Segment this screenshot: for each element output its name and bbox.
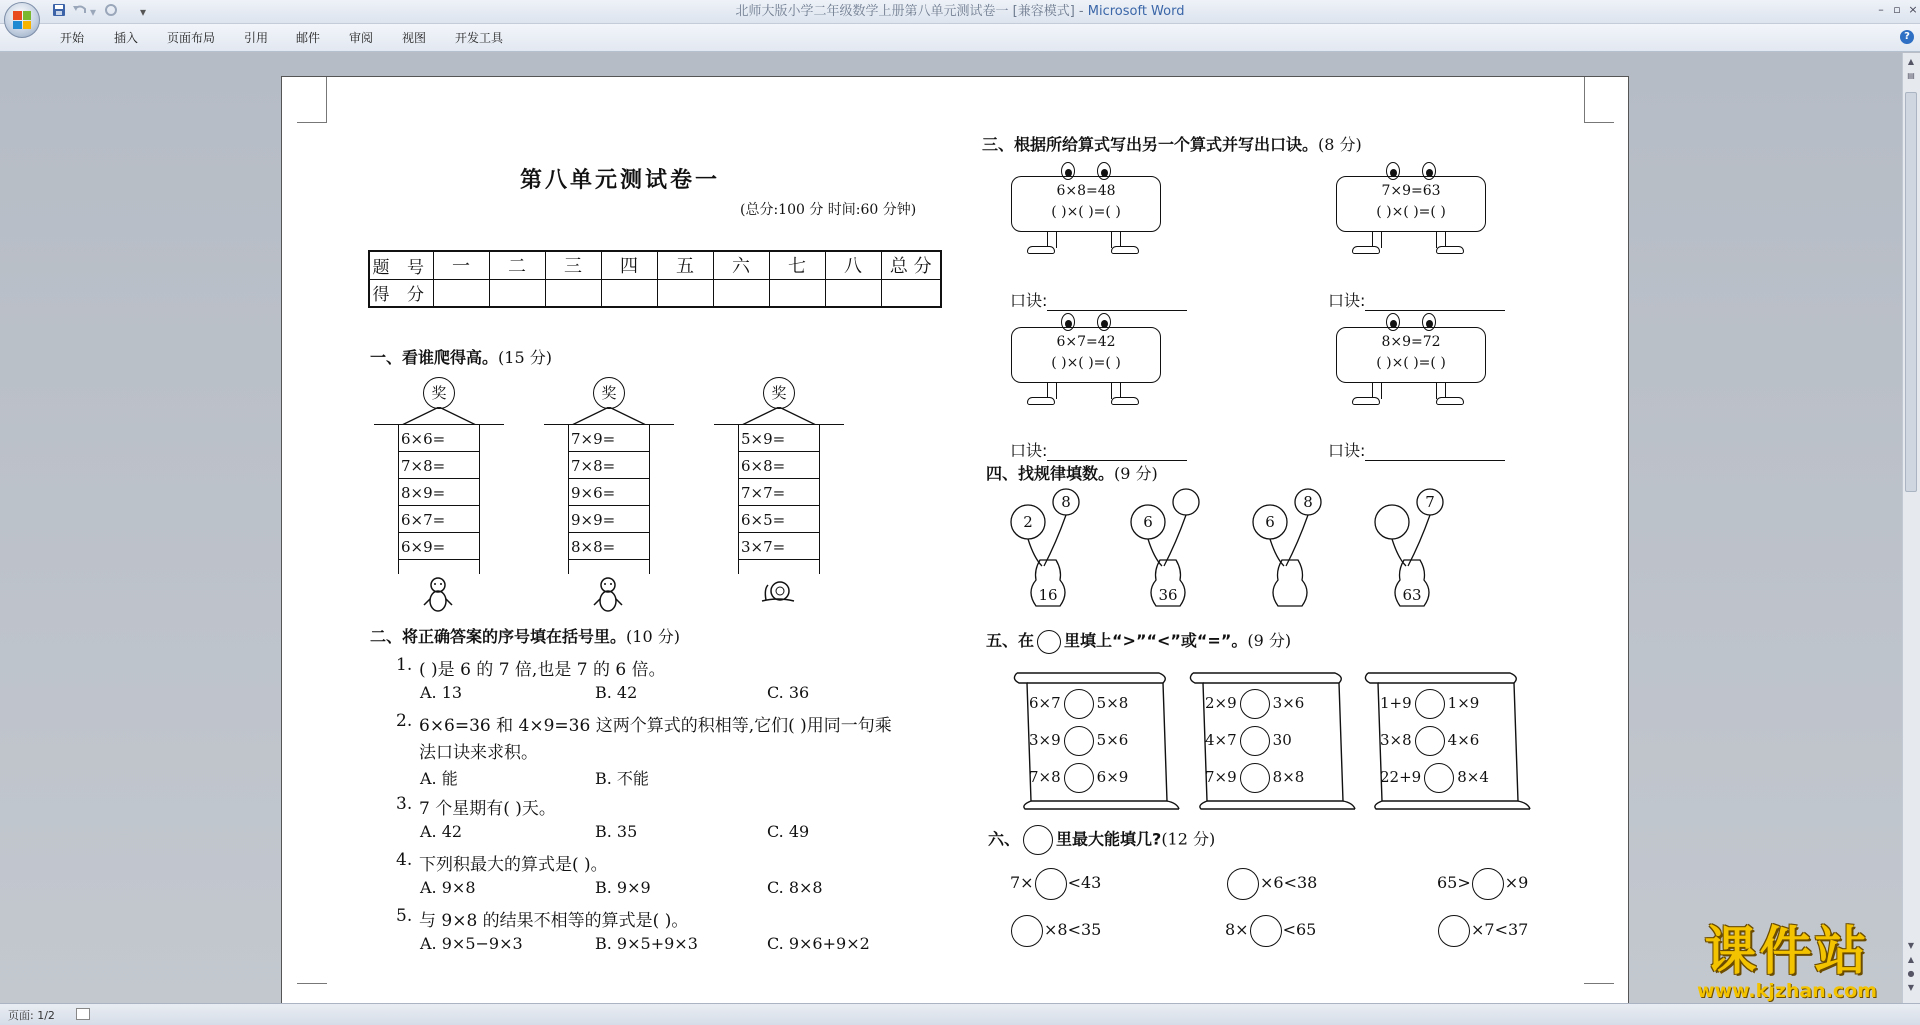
- document-name: 北师大版小学二年级数学上册第八单元测试卷一 [兼容模式]: [735, 4, 1075, 19]
- ladder-rung: 9×9=: [568, 506, 650, 533]
- title-bar: [0, 0, 1920, 24]
- string-line: [742, 407, 779, 425]
- section-2-points: (10 分): [626, 627, 680, 646]
- inequality-item: [1225, 912, 1316, 948]
- robot-body: [1336, 176, 1486, 232]
- watermark-text: 课件站: [1704, 921, 1870, 982]
- robot-figure: [1334, 313, 1494, 403]
- question-text: 与 9×8 的结果不相等的算式是( )。: [419, 911, 689, 931]
- string-line: [402, 407, 439, 425]
- tab-references[interactable]: 引用: [244, 31, 269, 45]
- koujue-row: [1328, 438, 1505, 461]
- score-cell: [433, 279, 489, 307]
- robot-body: [1336, 327, 1486, 383]
- tab-insert[interactable]: 插入: [114, 31, 139, 45]
- question-text-continued: 法口诀来求积。: [419, 743, 538, 763]
- comparison-right: 5×8: [1096, 694, 1129, 712]
- status-bar: [0, 1003, 1920, 1025]
- restore-button[interactable]: ▫: [1893, 3, 1901, 16]
- comparison-left: 3×8: [1380, 731, 1412, 749]
- save-icon[interactable]: [52, 3, 66, 21]
- scroll-row: [1205, 687, 1345, 719]
- app-name: Microsoft Word: [1087, 4, 1185, 19]
- medal-string: [374, 407, 504, 425]
- section-5-title: [986, 628, 1291, 654]
- ladder-rung: 6×7=: [398, 506, 480, 533]
- score-cell: [601, 279, 657, 307]
- comparison-right: 6×9: [1096, 768, 1129, 786]
- circle-blank-icon[interactable]: [1250, 915, 1282, 947]
- answer-option: A. 9×8: [420, 878, 476, 897]
- crop-mark: [1584, 122, 1614, 123]
- section-1-points: (15 分): [498, 348, 552, 367]
- robot-blanks: ( )×( )=( ): [1376, 355, 1446, 371]
- ladder-rung: 6×8=: [738, 452, 820, 479]
- comparison-right: 1×9: [1447, 694, 1480, 712]
- circle-blank-icon[interactable]: [1064, 763, 1094, 793]
- section-5-title-b: 里填上“>”“<”或“=”。: [1064, 631, 1248, 650]
- section-5-points: (9 分): [1247, 631, 1292, 650]
- answer-option: C. 49: [767, 822, 810, 841]
- scroll-row: [1380, 724, 1520, 756]
- flower-number-left: 6: [1143, 513, 1153, 531]
- scroll-row: [1380, 761, 1520, 793]
- question-number: 2.: [396, 711, 413, 731]
- ladder-rung: 5×9=: [738, 425, 820, 452]
- score-cell: [489, 279, 545, 307]
- customize-qat-dropdown[interactable]: ▾: [140, 5, 147, 19]
- circle-blank-icon[interactable]: [1240, 689, 1270, 719]
- robot-blanks: ( )×( )=( ): [1051, 355, 1121, 371]
- section-2-title-text: 二、将正确答案的序号填在括号里。: [370, 627, 627, 646]
- proofing-icon[interactable]: [76, 1008, 90, 1020]
- circle-blank-icon[interactable]: [1472, 868, 1504, 900]
- robot-blanks: ( )×( )=( ): [1051, 204, 1121, 220]
- answer-option: A. 9×5−9×3: [420, 934, 523, 953]
- answer-option: B. 35: [595, 822, 638, 841]
- next-page-icon[interactable]: ▼: [1907, 983, 1915, 992]
- robot-figure: [1009, 313, 1169, 403]
- comparison-left: 6×7: [1029, 694, 1061, 712]
- circle-blank-icon[interactable]: [1240, 726, 1270, 756]
- robot-equation: 7×9=63: [1381, 183, 1441, 199]
- inequality-prefix: 65>: [1437, 873, 1471, 892]
- answer-option: B. 9×9: [595, 878, 651, 897]
- ladder: [714, 377, 844, 592]
- scroll-row: [1029, 687, 1169, 719]
- robot-foot: [1111, 246, 1139, 254]
- redo-icon[interactable]: [104, 3, 118, 21]
- ladder-rung: 6×9=: [398, 533, 480, 560]
- robot-figure: [1009, 162, 1169, 252]
- circle-blank-icon[interactable]: [1438, 915, 1470, 947]
- koujue-answer-line: [1047, 295, 1187, 311]
- inequality-suffix: <65: [1282, 920, 1317, 939]
- inequality-suffix: ×8<35: [1044, 920, 1102, 939]
- tab-mailings[interactable]: 邮件: [296, 31, 321, 45]
- koujue-answer-line: [1365, 445, 1505, 461]
- tab-home[interactable]: 开始: [60, 31, 85, 45]
- section-1-title: [370, 345, 552, 368]
- ladder-rung: 6×5=: [738, 506, 820, 533]
- flower-number-right: 8: [1303, 493, 1313, 511]
- circle-blank-icon[interactable]: [1424, 763, 1454, 793]
- section-5-title-a: 五、在: [986, 631, 1035, 650]
- score-col: 三: [545, 251, 601, 279]
- score-col: 一: [433, 251, 489, 279]
- score-col: 六: [713, 251, 769, 279]
- section-2-title: [370, 624, 680, 647]
- flower-vase: [1124, 488, 1224, 608]
- answer-option: C. 8×8: [767, 878, 823, 897]
- section-4-title: [986, 461, 1158, 484]
- score-cell: [545, 279, 601, 307]
- circle-blank-icon[interactable]: [1415, 689, 1445, 719]
- inequality-prefix: 8×: [1225, 920, 1249, 939]
- string-line: [439, 407, 476, 425]
- koujue-answer-line: [1365, 295, 1505, 311]
- question-number: 5.: [396, 906, 413, 926]
- comparison-right: 30: [1272, 731, 1292, 749]
- test-title: 第八单元测试卷一: [520, 167, 721, 193]
- bear-icon: [588, 575, 628, 615]
- ladder-rung: 7×9=: [568, 425, 650, 452]
- vase-number: 36: [1158, 586, 1178, 604]
- robot-foot: [1027, 246, 1055, 254]
- flower-number-right: 8: [1061, 493, 1071, 511]
- score-cell: [881, 279, 941, 307]
- watermark-url: www.kjzhan.com: [1696, 980, 1878, 1002]
- robot-body: [1011, 327, 1161, 383]
- comparison-right: 5×6: [1096, 731, 1129, 749]
- ladder-rung: 8×9=: [398, 479, 480, 506]
- ladder-rung: 7×8=: [568, 452, 650, 479]
- inequality-suffix: ×7<37: [1471, 920, 1529, 939]
- comparison-left: 3×9: [1029, 731, 1061, 749]
- score-cell: [657, 279, 713, 307]
- answer-option: B. 9×5+9×3: [595, 934, 698, 953]
- flower-vase: [1246, 488, 1346, 608]
- medal-icon: 奖: [423, 377, 455, 409]
- medal-icon: 奖: [763, 377, 795, 409]
- inequality-item: [1437, 912, 1528, 948]
- crop-mark: [297, 122, 327, 123]
- inequality-prefix: 7×: [1010, 873, 1034, 892]
- status-page-count[interactable]: 页面: 1/2: [8, 1009, 55, 1022]
- koujue-label: 口诀:: [1328, 441, 1366, 460]
- scroll-up-icon[interactable]: ▲: [1907, 57, 1915, 66]
- scroll-row: [1205, 724, 1345, 756]
- inequality-item: [1010, 912, 1101, 948]
- window-title: [0, 0, 1920, 24]
- ladder-rung: 7×7=: [738, 479, 820, 506]
- title-separator: -: [1078, 4, 1084, 19]
- section-6-title: [988, 825, 1215, 855]
- scroll-paper: [1185, 667, 1361, 813]
- string-line: [572, 407, 609, 425]
- string-line: [609, 407, 646, 425]
- robot-foot: [1111, 397, 1139, 405]
- scroll-paper: [1360, 667, 1536, 813]
- help-icon[interactable]: ?: [1900, 30, 1914, 44]
- prev-page-icon[interactable]: ▲: [1907, 955, 1915, 964]
- score-col: 五: [657, 251, 713, 279]
- comparison-right: 8×4: [1457, 768, 1489, 786]
- inequality-item: [1437, 865, 1528, 901]
- robot-foot: [1352, 397, 1380, 405]
- watermark: [1672, 921, 1902, 1002]
- section-3-title: [982, 132, 1362, 155]
- circle-blank-icon[interactable]: [1064, 689, 1094, 719]
- crop-mark: [297, 77, 327, 123]
- koujue-row: [1010, 288, 1187, 311]
- snail-icon: [758, 575, 798, 615]
- score-cell: [713, 279, 769, 307]
- koujue-label: 口诀:: [1328, 291, 1366, 310]
- medal-icon: 奖: [593, 377, 625, 409]
- scroll-row: [1380, 687, 1520, 719]
- tab-page-layout[interactable]: 页面布局: [167, 31, 216, 45]
- robot-equation: 8×9=72: [1381, 334, 1441, 350]
- section-4-points: (9 分): [1114, 464, 1158, 483]
- flower-number-right: 7: [1425, 493, 1435, 511]
- score-table-header-label: 题 号: [369, 251, 433, 279]
- robot-foot: [1436, 246, 1464, 254]
- ruler-toggle-icon[interactable]: ▤: [1907, 71, 1915, 80]
- comparison-left: 2×9: [1205, 694, 1237, 712]
- crop-mark: [1584, 983, 1614, 984]
- section-6-title-a: 六、: [988, 829, 1021, 849]
- score-table-score-label: 得 分: [369, 279, 433, 307]
- koujue-row: [1010, 438, 1187, 461]
- section-4-title-text: 四、找规律填数。: [986, 464, 1115, 483]
- crop-mark: [1584, 77, 1614, 123]
- circle-blank-icon[interactable]: [1240, 763, 1270, 793]
- answer-option: A. 13: [420, 683, 463, 702]
- ladder-rung: 3×7=: [738, 533, 820, 560]
- medal-string: [544, 407, 674, 425]
- answer-option: B. 42: [595, 683, 638, 702]
- tab-developer[interactable]: 开发工具: [455, 31, 504, 45]
- comparison-left: 4×7: [1205, 731, 1237, 749]
- document-page: [281, 76, 1629, 1025]
- robot-blanks: ( )×( )=( ): [1376, 204, 1446, 220]
- robot-foot: [1027, 397, 1055, 405]
- dog-icon: [418, 575, 458, 615]
- koujue-row: [1328, 288, 1505, 311]
- string-line: [779, 407, 816, 425]
- answer-option: B. 不能: [595, 769, 649, 788]
- minimize-button[interactable]: –: [1878, 3, 1884, 16]
- ladder: [374, 377, 504, 592]
- scroll-down-icon[interactable]: ▼: [1907, 941, 1915, 950]
- comparison-left: 22+9: [1380, 768, 1422, 786]
- ladder-rung: 6×6=: [398, 425, 480, 452]
- comparison-left: 1+9: [1380, 694, 1412, 712]
- robot-foot: [1352, 246, 1380, 254]
- circle-blank-icon: [1023, 825, 1053, 855]
- circle-blank-icon[interactable]: [1011, 915, 1043, 947]
- question-number: 3.: [396, 794, 413, 814]
- flower-number-left: 2: [1023, 513, 1033, 531]
- section-6-title-b: 里最大能填几?: [1056, 829, 1162, 849]
- score-col-total: 总 分: [881, 251, 941, 279]
- comparison-right: 8×8: [1272, 768, 1305, 786]
- tab-review[interactable]: 审阅: [349, 31, 374, 45]
- comparison-right: 3×6: [1272, 694, 1305, 712]
- question-text: 6×6=36 和 4×9=36 这两个算式的积相等,它们( )用同一句乘: [419, 716, 892, 736]
- koujue-label: 口诀:: [1010, 441, 1048, 460]
- robot-equation: 6×7=42: [1056, 334, 1116, 350]
- question-number: 4.: [396, 850, 413, 870]
- circle-blank-icon[interactable]: [1227, 868, 1259, 900]
- score-cell: [825, 279, 881, 307]
- answer-option: C. 36: [767, 683, 810, 702]
- inequality-suffix: ×9: [1504, 873, 1529, 892]
- flower-vase: [1004, 488, 1104, 608]
- score-col: 二: [489, 251, 545, 279]
- koujue-label: 口诀:: [1010, 291, 1048, 310]
- ribbon: [0, 24, 1920, 52]
- ladder: [544, 377, 674, 592]
- ladder-rung: 8×8=: [568, 533, 650, 560]
- inequality-item: [1010, 865, 1101, 901]
- question-text: 7 个星期有( )天。: [419, 799, 556, 819]
- section-3-points: (8 分): [1318, 135, 1362, 154]
- select-browse-object-icon[interactable]: ●: [1907, 969, 1915, 978]
- scroll-row: [1205, 761, 1345, 793]
- comparison-left: 7×8: [1029, 768, 1061, 786]
- score-col: 八: [825, 251, 881, 279]
- robot-equation: 6×8=48: [1056, 183, 1116, 199]
- test-meta: (总分:100 分 时间:60 分钟): [740, 202, 917, 218]
- inequality-suffix: ×6<38: [1260, 873, 1318, 892]
- answer-option: C. 9×6+9×2: [767, 934, 870, 953]
- scroll-row: [1029, 724, 1169, 756]
- question-text: ( )是 6 的 7 倍,也是 7 的 6 倍。: [419, 660, 666, 680]
- section-3-title-text: 三、根据所给算式写出另一个算式并写出口诀。: [982, 135, 1319, 154]
- ladder-rung: 9×6=: [568, 479, 650, 506]
- undo-dropdown[interactable]: ▾: [90, 5, 97, 19]
- comparison-left: 7×9: [1205, 768, 1237, 786]
- question-text: 下列积最大的算式是( )。: [419, 855, 608, 875]
- inequality-suffix: <43: [1067, 873, 1102, 892]
- vase-number: 63: [1402, 586, 1422, 604]
- section-1-title-text: 一、看谁爬得高。: [370, 348, 499, 367]
- scroll-paper: [1009, 667, 1185, 813]
- answer-option: A. 能: [420, 769, 458, 788]
- question-number: 1.: [396, 655, 413, 675]
- flower-number-left: 6: [1265, 513, 1275, 531]
- robot-figure: [1334, 162, 1494, 252]
- robot-body: [1011, 176, 1161, 232]
- medal-string: [714, 407, 844, 425]
- score-col: 七: [769, 251, 825, 279]
- circle-blank-icon[interactable]: [1064, 726, 1094, 756]
- answer-option: A. 42: [420, 822, 463, 841]
- score-table: [368, 250, 942, 308]
- undo-icon[interactable]: [72, 3, 88, 21]
- circle-blank-icon[interactable]: [1415, 726, 1445, 756]
- score-cell: [769, 279, 825, 307]
- koujue-answer-line: [1047, 445, 1187, 461]
- inequality-item: [1226, 865, 1317, 901]
- flower-vase: [1368, 488, 1468, 608]
- robot-foot: [1436, 397, 1464, 405]
- tab-view[interactable]: 视图: [402, 31, 427, 45]
- ladder-rung: 7×8=: [398, 452, 480, 479]
- section-6-points: (12 分): [1161, 829, 1216, 849]
- office-button[interactable]: [4, 2, 40, 38]
- vase-number: 16: [1038, 586, 1058, 604]
- close-button[interactable]: ×: [1908, 3, 1918, 16]
- scroll-row: [1029, 761, 1169, 793]
- office-logo-icon: [13, 11, 31, 29]
- score-col: 四: [601, 251, 657, 279]
- circle-blank-icon: [1037, 630, 1061, 654]
- comparison-right: 4×6: [1447, 731, 1480, 749]
- scroll-thumb[interactable]: [1905, 92, 1917, 492]
- crop-mark: [297, 983, 327, 984]
- circle-blank-icon[interactable]: [1035, 868, 1067, 900]
